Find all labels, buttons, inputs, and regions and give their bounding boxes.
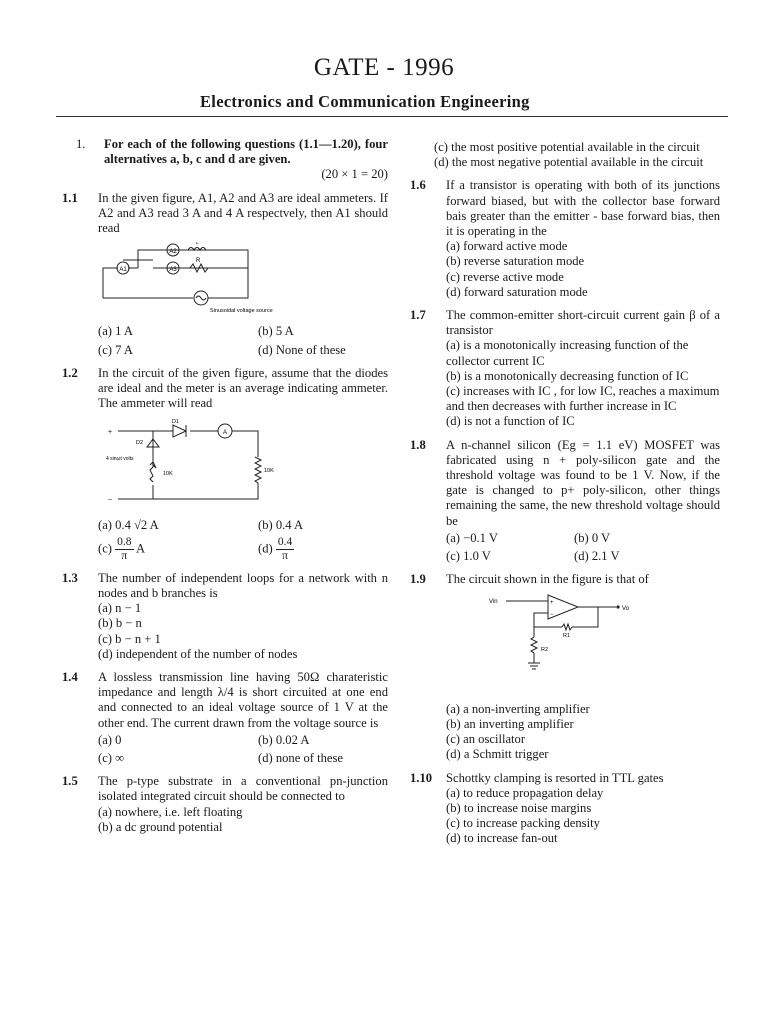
question-1-9 (410, 572, 720, 762)
question-number: 1.4 (62, 670, 78, 685)
svg-text:−: − (550, 612, 554, 619)
option-c: (c) $\frac{0.8}{\pi}$ A (98, 535, 146, 562)
source-label: Sinusoidal voltage source (210, 308, 273, 315)
svg-text:+: + (550, 600, 554, 607)
diode-d1-label: D1 (172, 419, 180, 426)
question-text: The common-emitter short-circuit current gain β of a transistor (446, 308, 720, 338)
instructions-number: 1. (76, 137, 86, 151)
question-text: The circuit shown in the figure is that of (446, 572, 649, 587)
instructions-text: For each of the following questions (1.1—1.20), four alternatives a, b, c and d are given. (104, 137, 388, 167)
question-number: 1.6 (410, 178, 426, 193)
opamp-circuit-diagram (486, 593, 646, 677)
option-c: (c) an oscillator (446, 732, 526, 747)
option-b: (b) to increase noise margins (446, 800, 592, 815)
question-number: 1.9 (410, 572, 426, 587)
question-number: 1.8 (410, 437, 426, 452)
fraction: $\frac{0.8}{\pi}$ (117, 535, 132, 562)
option-a: (a) to reduce propagation delay (446, 785, 604, 800)
question-text: A n-channel silicon (Eg = 1.1 eV) MOSFET was fabricated using n + poly-silicon gate and the threshold voltage was found to be 1 V. Now, if the gate is changed to p+ poly-silicon, other things remaining the same, the new threshold voltage should be (446, 437, 720, 528)
instructions (76, 137, 388, 183)
ammeter-circuit-diagram (98, 242, 288, 314)
option-b: (b) b − n (98, 616, 142, 631)
question-number: 1.7 (410, 308, 426, 323)
question-number: 1.5 (62, 774, 78, 789)
ammeter-a2-label: A2 (169, 249, 177, 256)
figure-diode-circuit (98, 417, 388, 511)
option-c: (c) 1.0 V (446, 549, 491, 564)
svg-text:+: + (108, 429, 113, 437)
vo-label: Vo (622, 606, 630, 613)
option-b: (b) 0 V (574, 530, 611, 545)
fraction: $\frac{0.4}{\pi}$ (277, 535, 293, 562)
question-text: If a transistor is operating with both of its junctions forward biased, but with the collector base forward bais greater than the emitter - base forward bias, then it is operating in the (446, 178, 720, 239)
instructions-marks: (20 × 1 = 20) (321, 167, 388, 182)
option-d: (d) independent of the number of nodes (98, 646, 298, 661)
r1-label: R1 (563, 633, 571, 640)
option-a: (a) −0.1 V (446, 530, 498, 545)
title-divider (56, 116, 728, 117)
inductor-label: L (196, 242, 199, 247)
option-b: (b) reverse saturation mode (446, 254, 585, 269)
option-c: (c) b − n + 1 (98, 631, 161, 646)
option-b: (b) 0.02 A (258, 732, 310, 747)
options (98, 733, 388, 766)
option-c: (c) to increase packing density (446, 816, 600, 831)
option-c: (c) the most positive potential available in the circuit (434, 140, 700, 154)
option-d: (d) None of these (258, 342, 346, 357)
question-text: The p-type substrate in a conventional pn-junction isolated integrated circuit should be connected to (98, 774, 388, 804)
page-subtitle: Electronics and Communication Engineering (200, 92, 530, 111)
source-label: 4 sinωt volts (106, 456, 134, 463)
option-a: (a) n − 1 (98, 601, 142, 616)
option-a: (a) forward active mode (446, 239, 568, 254)
question-number: 1.10 (410, 770, 433, 785)
svg-text:−: − (108, 497, 113, 505)
option-d: (d) a Schmitt trigger (446, 747, 549, 762)
question-text: The number of independent loops for a network with n nodes and b branches is (98, 570, 388, 601)
question-text: Schottky clamping is resorted in TTL gates (446, 770, 664, 785)
question-number: 1.2 (62, 365, 78, 380)
question-number: 1.3 (62, 570, 78, 585)
option-c: (c) increases with IC , for low IC, reaches a maximum and then decreases with further increase in IC (446, 384, 720, 414)
option-d: (d) $\frac{0.4}{\pi}$ (258, 535, 293, 562)
option-a: (a) 1 A (98, 324, 133, 339)
r2-label: R2 (541, 647, 549, 654)
option-d: (d) the most negative potential available in the circuit (434, 155, 704, 170)
resistor-label: R (196, 258, 201, 265)
options (98, 324, 388, 357)
diode-circuit-diagram (98, 417, 298, 507)
question-text: A lossless transmission line having 50Ω charateristic impedance and length λ/4 is short circuited at one end and connected to an ideal voltage source of 1 V at the other end. The current drawn from the voltage source is (98, 670, 388, 730)
ammeter-label: A (222, 430, 228, 437)
option-b: (b) 5 A (258, 324, 294, 339)
question-1-6 (410, 178, 720, 300)
option-a: (a) a non-inverting amplifier (446, 701, 590, 716)
question-1-10 (410, 771, 720, 847)
page-title: GATE - 1996 (313, 54, 455, 81)
option-d: (d) none of these (258, 751, 343, 766)
option-d: (d) to increase fan-out (446, 831, 558, 846)
options (446, 531, 720, 564)
left-column (62, 137, 388, 843)
question-1-3 (62, 571, 388, 662)
option-c: (c) reverse active mode (446, 269, 564, 284)
option-b: (b) is a monotonically decreasing function of IC (446, 368, 689, 383)
question-number: 1.1 (62, 190, 78, 205)
option-a: (a) nowhere, i.e. left floating (98, 804, 243, 819)
option-a: (a) 0 (98, 732, 122, 747)
ammeter-a3-label: A3 (169, 267, 177, 274)
option-b: (b) an inverting amplifier (446, 716, 574, 731)
question-1-8 (410, 438, 720, 565)
question-1-7 (410, 308, 720, 430)
option-b: (b) 0.4 A (258, 517, 304, 532)
diode-d2-label: D2 (136, 440, 144, 447)
question-1-1 (62, 191, 388, 358)
ammeter-a1-label: A1 (119, 267, 127, 274)
option-d: (d) 2.1 V (574, 549, 620, 564)
right-column (410, 140, 720, 855)
option-d: (d) is not a function of IC (446, 414, 575, 429)
vin-label: Vin (489, 599, 498, 606)
option-b: (b) a dc ground potential (98, 819, 223, 834)
question-text: In the given figure, A1, A2 and A3 are ideal ammeters. If A2 and A3 read 3 A and 4 A respectvely, then A1 should read (98, 190, 388, 236)
figure-ammeter-circuit (98, 242, 388, 318)
question-1-4 (62, 670, 388, 766)
option-c: (c) ∞ (98, 751, 125, 766)
options (98, 518, 388, 563)
resistor-2-label: 10K (264, 468, 274, 475)
option-d: (d) forward saturation mode (446, 284, 588, 299)
option-a: (a) is a monotonically increasing function of the collector current IC (446, 338, 689, 368)
option-c: (c) 7 A (98, 342, 133, 357)
option-a: (a) 0.4 √2 A (98, 517, 159, 532)
question-1-5-continued (410, 140, 720, 170)
figure-opamp-circuit (486, 593, 720, 681)
question-1-2 (62, 366, 388, 563)
question-1-5 (62, 774, 388, 835)
resistor-1-label: 10K (163, 471, 173, 478)
question-text: In the circuit of the given figure, assume that the diodes are ideal and the meter is an average indicating ammeter. The ammeter will read (98, 365, 388, 411)
